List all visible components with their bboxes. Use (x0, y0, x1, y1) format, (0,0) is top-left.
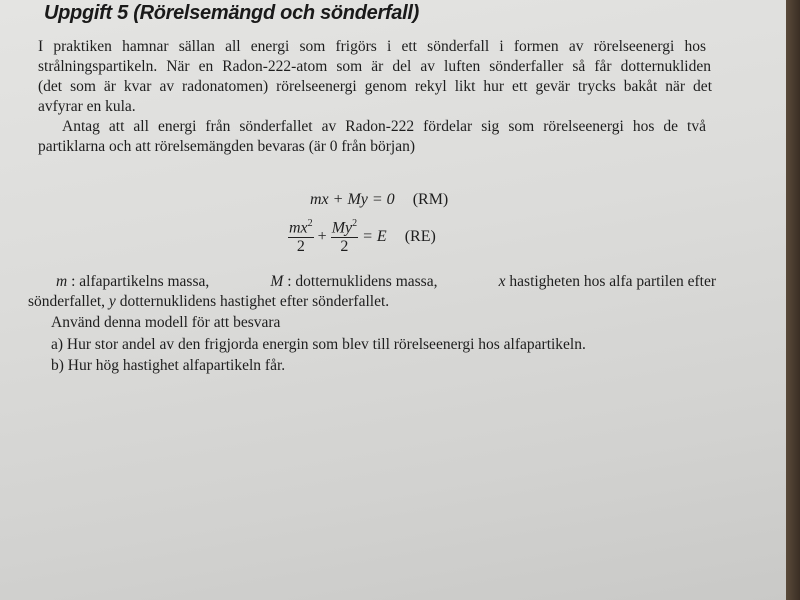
rhs: = E (362, 227, 387, 245)
plus: + (317, 227, 327, 245)
symbol: x (498, 273, 506, 290)
definition-text: dotternuklidens hastighet efter sönderfallet. (115, 293, 390, 310)
denominator: 2 (296, 238, 305, 256)
intro-line: strålningspartikeln. När en Radon-222-atom som är del av luften sönderfaller så får dotternukliden (38, 58, 711, 75)
fraction (288, 218, 314, 256)
equation-rm (310, 191, 448, 209)
denominator: 2 (340, 238, 349, 256)
intro-line: partiklarna och att rörelsemängden bevaras (är 0 från början) (38, 138, 415, 155)
intro-line: I praktiken hamnar sällan all energi som frigörs i ett sönderfall i formen av rörelseenergi hos (38, 38, 706, 55)
symbol: M (270, 273, 284, 290)
definition-text: hastigheten hos alfa partilen efter (505, 273, 716, 290)
fraction (331, 218, 358, 256)
intro-line: (det som är kvar av radonatomen) rörelseenergi genom rekyl likt hur ett gevär trycks bakåt när det (38, 78, 712, 95)
numerator: mx (289, 219, 308, 237)
question-b: b) Hur hög hastighet alfapartikeln får. (51, 357, 286, 374)
equation-rm-label: (RM) (412, 191, 449, 208)
question-a: a) Hur stor andel av den frigjorda energin som blev till rörelseenergi hos alfapartikeln. (51, 336, 586, 353)
symbol: m (56, 273, 68, 290)
definition-text: sönderfallet, (28, 293, 109, 310)
equation-rm-expr: mx + My = 0 (310, 191, 395, 208)
numerator: My (331, 219, 353, 237)
equation-re-label: (RE) (404, 227, 436, 245)
symbol: y (108, 293, 116, 310)
intro-line: avfyrar en kula. (38, 98, 136, 115)
definitions-line (56, 272, 716, 292)
exponent: 2 (352, 218, 358, 229)
page-title: Uppgift 5 (Rörelsemängd och sönderfall) (44, 2, 419, 24)
exponent: 2 (307, 218, 313, 229)
background-edge (786, 0, 800, 600)
equation-re (288, 218, 436, 256)
definition-text: : alfapartikelns massa, (67, 273, 210, 290)
definition-text: : dotternuklidens massa, (283, 273, 438, 290)
intro-line: Antag att all energi från sönderfallet av Radon-222 fördelar sig som rörelseenergi hos de två (62, 118, 706, 135)
definitions-line-2 (28, 292, 389, 312)
instruction: Använd denna modell för att besvara (51, 314, 281, 331)
